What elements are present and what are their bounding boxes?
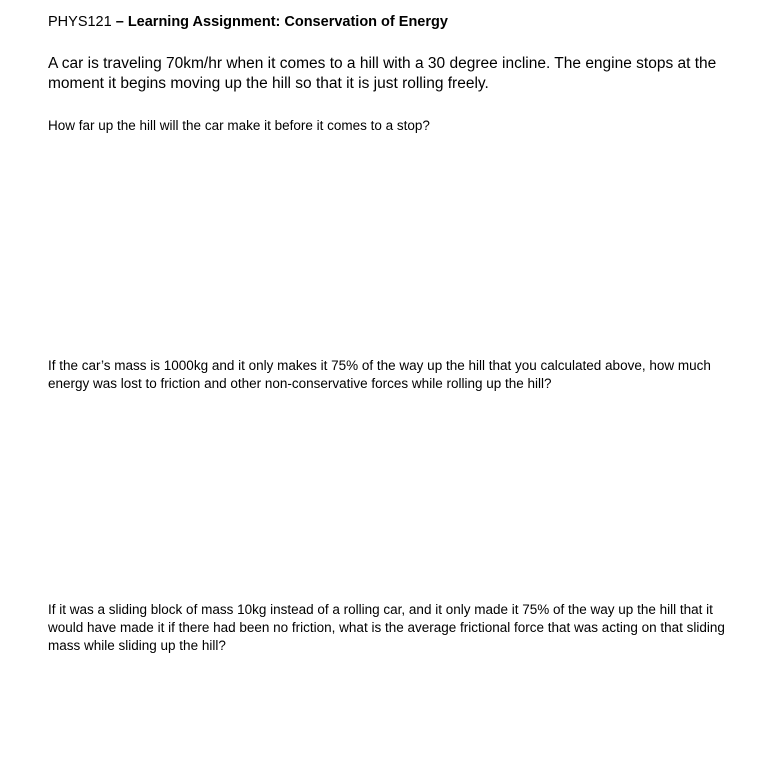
question-2: If the car’s mass is 1000kg and it only makes it 75% of the way up the hill that you calculated above, how much energy was lost to friction and other non-conservative forces while rolling up the hill? [48,358,711,391]
assignment-title: Learning Assignment: Conservation of Energy [127,14,448,30]
question-1: How far up the hill will the car make it before it comes to a stop? [48,118,430,133]
question-3: If it was a sliding block of mass 10kg instead of a rolling car, and it only made it 75% of the way up the hill that it would have made it if there had been no friction, what is the average frictional force that was acting on that sliding mass while sliding up the hill? [48,602,725,653]
document-header [48,13,448,31]
separator: – [111,14,128,30]
problem-statement: A car is traveling 70km/hr when it comes to a hill with a 30 degree incline. The engine stops at the moment it begins moving up the hill so that it is just rolling freely. [48,55,717,92]
course-code: PHYS121 [48,14,112,30]
